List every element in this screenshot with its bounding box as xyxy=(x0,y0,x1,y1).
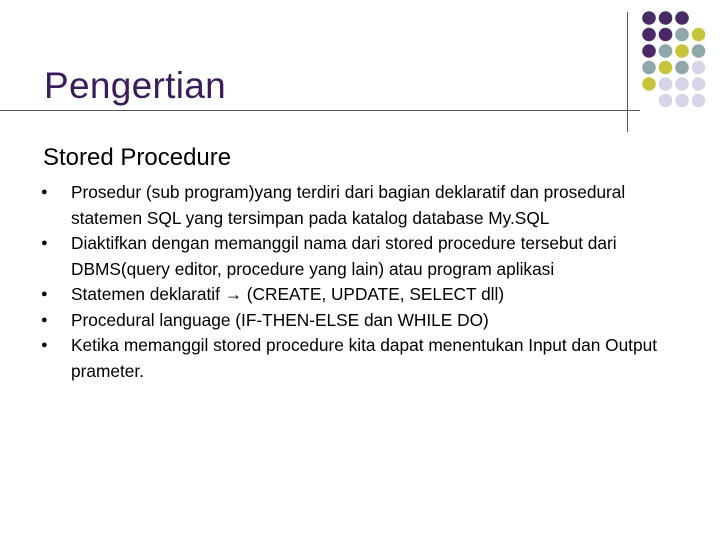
bullet-item xyxy=(40,282,700,308)
slide-title: Pengertian xyxy=(44,65,226,106)
bullet-item xyxy=(40,231,700,282)
decorative-dot xyxy=(642,77,656,91)
bullet-text: Ketika memanggil stored procedure kita dapat menentukan Input dan Output prameter. xyxy=(71,335,658,381)
decorative-dot-grid xyxy=(640,10,720,120)
decorative-dot xyxy=(675,61,689,75)
decorative-dot xyxy=(675,28,689,42)
decorative-dot xyxy=(642,61,656,75)
decorative-dot xyxy=(675,11,689,25)
bullet-item xyxy=(40,180,700,231)
decorative-dot xyxy=(675,77,689,91)
title-underline-rule xyxy=(0,110,640,111)
vertical-accent-rule xyxy=(627,12,628,132)
bullet-dot-icon: ● xyxy=(41,288,48,300)
decorative-dot xyxy=(642,44,656,58)
bullet-dot-icon: ● xyxy=(41,237,48,249)
bullet-dot-icon: ● xyxy=(41,313,48,326)
decorative-dot xyxy=(642,28,656,42)
decorative-dot xyxy=(692,61,706,75)
decorative-dot xyxy=(659,94,673,108)
decorative-dot xyxy=(659,61,673,75)
bullet-dot-icon: ● xyxy=(41,186,48,198)
decorative-dot xyxy=(659,44,673,58)
bullet-text: Diaktifkan dengan memanggil nama dari stored procedure tersebut dari DBMS(query editor, procedure yang lain) atau program aplikasi xyxy=(71,233,617,279)
decorative-dot xyxy=(659,11,673,25)
decorative-dot xyxy=(692,28,706,42)
decorative-dot xyxy=(659,77,673,91)
bullet-list xyxy=(40,180,700,384)
bullet-text: Prosedur (sub program)yang terdiri dari bagian deklaratif dan prosedural statemen SQL yang tersimpan pada katalog database My.SQL xyxy=(71,182,626,228)
bullet-item xyxy=(40,333,700,384)
bullet-item xyxy=(40,308,700,334)
slide-subtitle: Stored Procedure xyxy=(43,144,232,171)
decorative-dot xyxy=(692,77,706,91)
decorative-dot xyxy=(692,94,706,108)
bullet-dot-icon: ● xyxy=(41,339,48,351)
bullet-text: Procedural language (IF-THEN-ELSE dan WHILE DO) xyxy=(71,309,489,330)
decorative-dot xyxy=(642,11,656,25)
bullet-text: Statemen deklaratif → (CREATE, UPDATE, SELECT dll) xyxy=(71,284,505,304)
decorative-dot xyxy=(675,94,689,108)
decorative-dot xyxy=(692,44,706,58)
decorative-dot xyxy=(659,28,673,42)
decorative-dot xyxy=(675,44,689,58)
